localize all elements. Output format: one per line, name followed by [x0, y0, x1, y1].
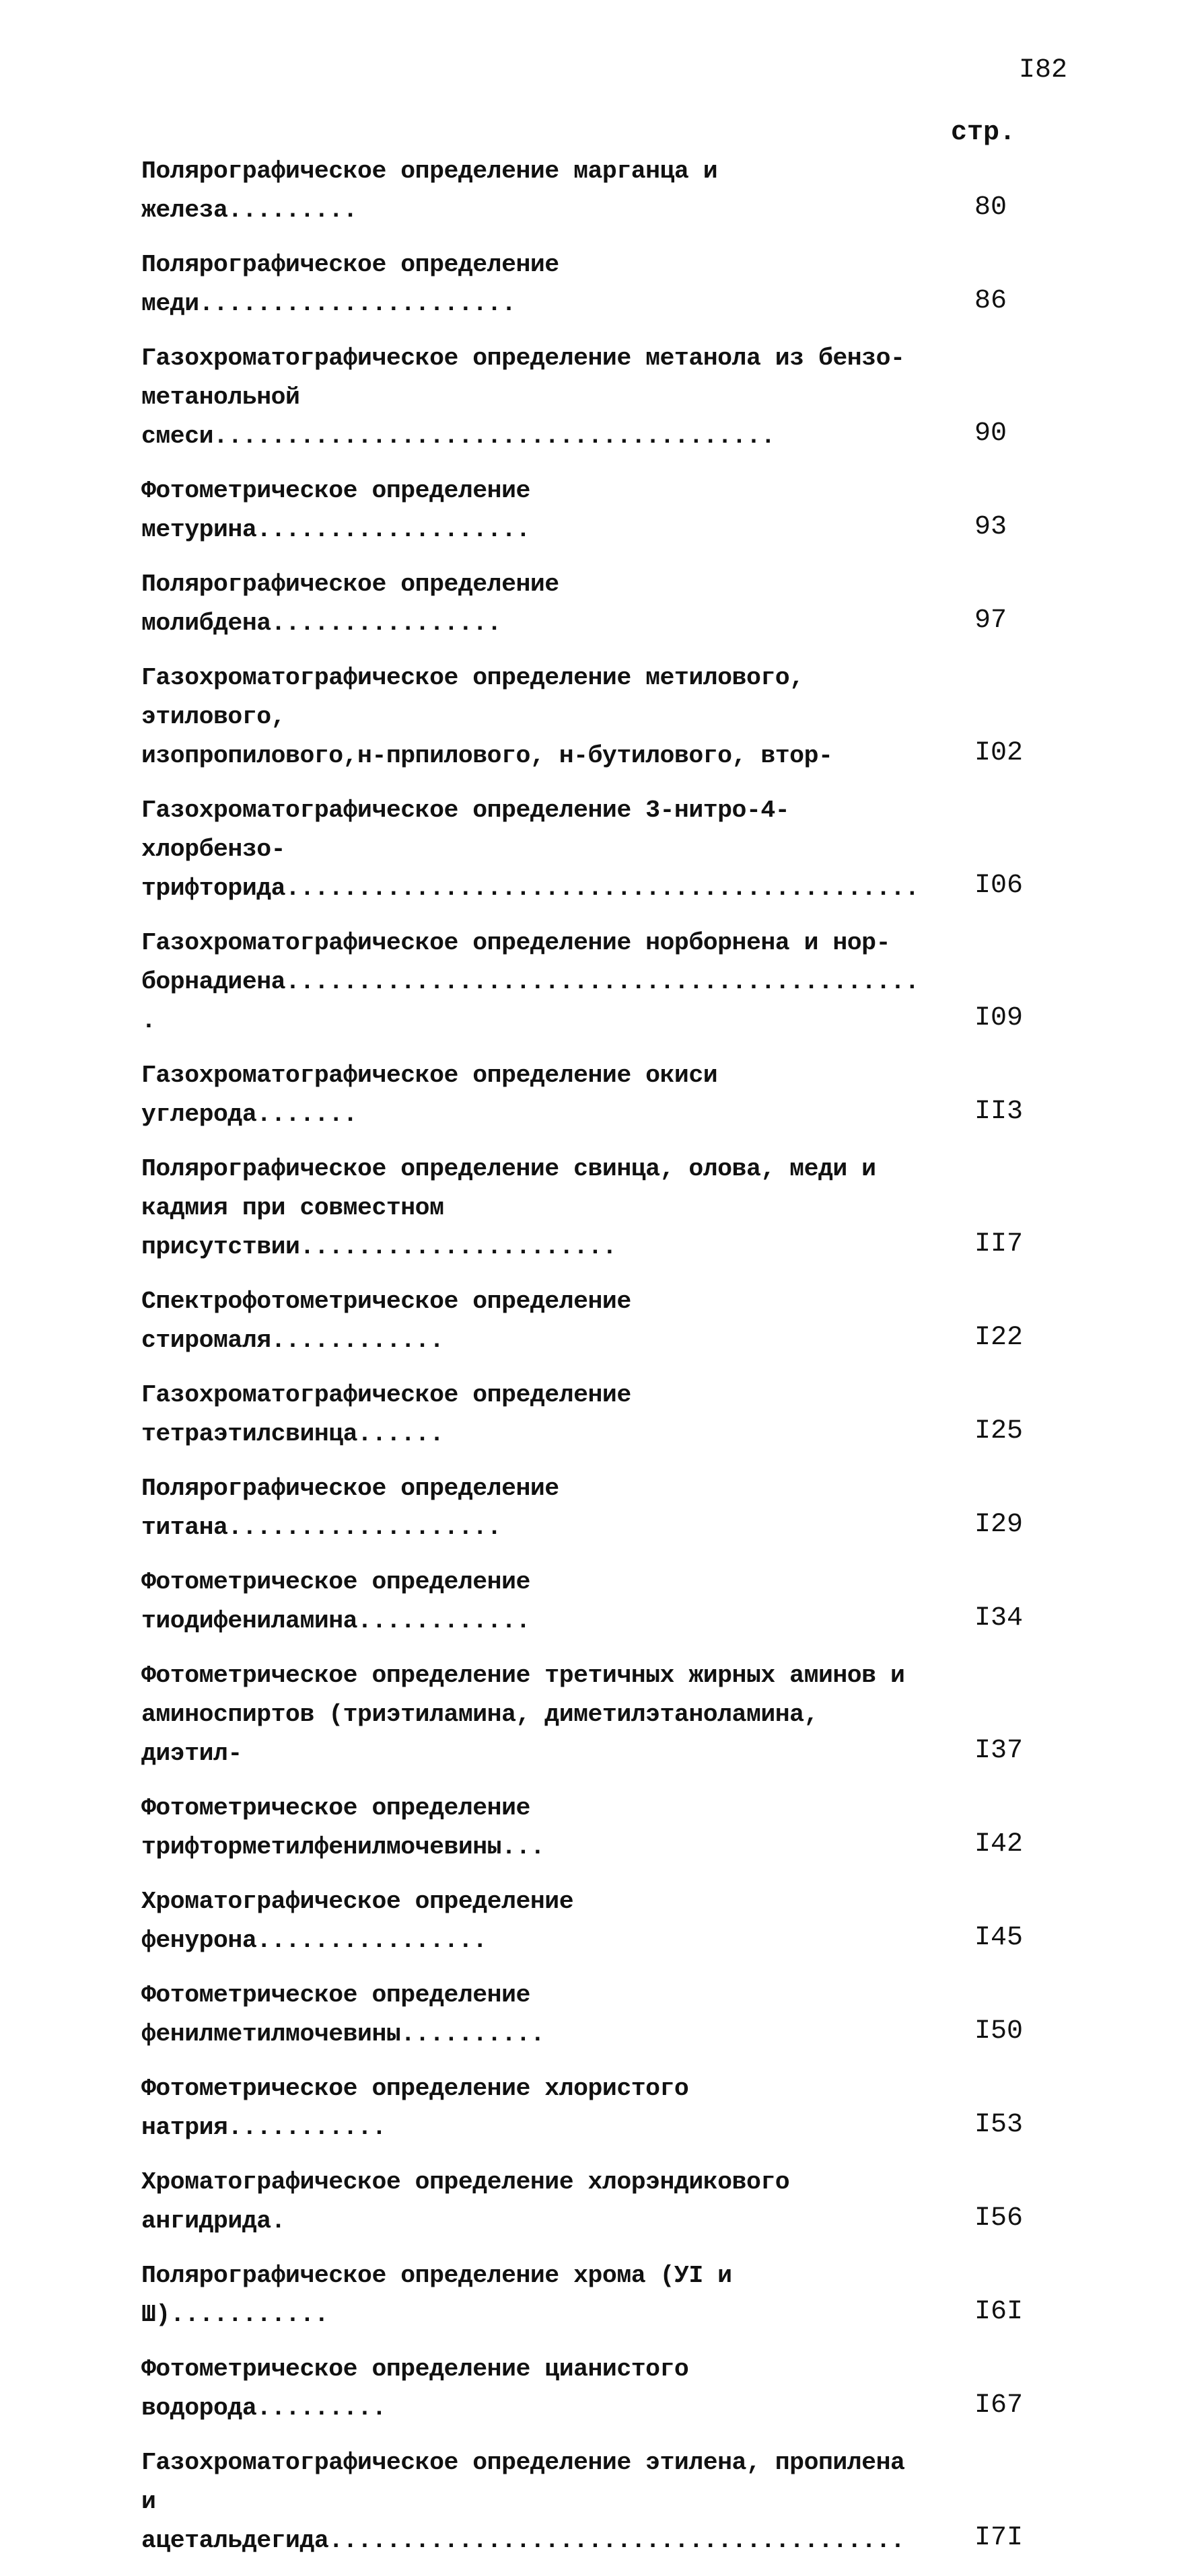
toc-entry-page: I25 — [974, 1416, 1024, 1446]
toc-entry-title: Полярографическое определение марганца и железа......... — [141, 157, 732, 224]
toc-entry — [141, 565, 1016, 643]
toc-entry-title: Полярографическое определение молибдена................ — [141, 571, 574, 637]
toc-entry-title: Полярографическое определение хрома (УI и Ш)........... — [141, 2262, 746, 2328]
toc-entry-page: I06 — [974, 871, 1024, 901]
toc-entry-page: II3 — [974, 1097, 1024, 1127]
toc-entry — [141, 2069, 1024, 2147]
toc-entry — [141, 2350, 1024, 2428]
toc-entry — [141, 1976, 1024, 2054]
toc-entry-page: II7 — [974, 1229, 1024, 1259]
toc-entry-title: Полярографическое определение меди...................... — [141, 251, 574, 318]
toc-entry-title: Полярографическое определение титана................... — [141, 1475, 574, 1541]
toc-entry-page: I53 — [974, 2110, 1024, 2140]
toc-entry-title: Фотометрическое определение третичных жирных аминов и aминоспиртов (триэтиламина, диметилэтаноламина, диэтил- — [141, 1662, 905, 1767]
toc-entry-page: 97 — [974, 605, 1007, 636]
toc-entry — [141, 1282, 1024, 1360]
toc-entry-title: Газохроматографическое определение этилена, пропилена и ацетальдегида........................................ — [141, 2449, 905, 2554]
toc-entry — [141, 1150, 1024, 1267]
toc-entry — [141, 791, 1024, 908]
toc-entry-title: Фотометрическое определение тиодифениламина............ — [141, 1568, 545, 1635]
toc-entry-title: Фотометрическое определение хлористого натрия........... — [141, 2075, 703, 2141]
toc-entry-page: I7I — [974, 2523, 1024, 2553]
toc-entry-title: Газохроматографическое определение окиси углерода....... — [141, 1062, 732, 1128]
toc-entry-title: Фотометрическое определение фенилметилмочевины.......... — [141, 1981, 545, 2048]
toc-entry — [141, 1882, 1024, 1960]
toc-entry — [141, 1656, 1024, 1773]
page-number: I82 — [1018, 55, 1067, 85]
toc-entry-page: I67 — [974, 2390, 1024, 2421]
toc-entry-title: Газохроматографическое определение 3-нитро-4-хлорбензо- трифторида............................................ — [141, 797, 919, 902]
toc-entry-page: 93 — [974, 512, 1007, 542]
toc-entry — [141, 2256, 1024, 2334]
toc-entry-title: Фотометрическое определение трифторметилфенилмочевины... — [141, 1794, 545, 1861]
toc-entry — [141, 152, 1016, 230]
toc-entry — [141, 2443, 1024, 2561]
toc-entry — [141, 924, 1024, 1041]
toc-entry-title: Газохроматографическое определение тетраэтилсвинца...... — [141, 1381, 646, 1448]
toc-entry-title: Фотометрическое определение цианистого водорода......... — [141, 2355, 703, 2422]
table-of-contents — [141, 152, 1024, 2576]
toc-entry — [141, 1056, 1024, 1134]
toc-entry — [141, 1469, 1024, 1547]
toc-entry-title: Фотометрическое определение метурина................... — [141, 477, 545, 544]
toc-entry-page: 80 — [974, 192, 1007, 223]
toc-entry — [141, 246, 1016, 324]
toc-entry-page: 86 — [974, 286, 1007, 316]
toc-entry — [141, 2163, 1024, 2241]
toc-entry-page: I37 — [974, 1736, 1024, 1766]
toc-entry-title: Полярографическое определение свинца, олова, меди и кадмия при совместном присутствии...................... — [141, 1155, 876, 1261]
toc-entry-page: I50 — [974, 2016, 1024, 2047]
page-column-header: стр. — [950, 118, 1015, 148]
toc-entry-title: Хроматографическое определение фенурона................ — [141, 1888, 588, 1954]
toc-entry-page: I34 — [974, 1603, 1024, 1633]
toc-entry-title: Газохроматографическое определение метилового, этилового, изопропилового,н-прпилового, н-бутилового, втор- — [141, 664, 833, 770]
toc-entry-page: I29 — [974, 1510, 1024, 1540]
toc-entry — [141, 339, 1016, 456]
toc-entry-page: I6I — [974, 2297, 1024, 2327]
toc-entry — [141, 1563, 1024, 1641]
toc-entry-page: I42 — [974, 1829, 1024, 1860]
toc-entry-page: I09 — [974, 1003, 1024, 1033]
toc-entry — [141, 659, 1024, 776]
toc-entry — [141, 1376, 1024, 1454]
toc-entry-page: I56 — [974, 2203, 1024, 2234]
toc-entry-title: Газохроматографическое определение норборнена и нор- борнадиена............................................. — [141, 929, 919, 1035]
toc-entry-page: 90 — [974, 418, 1007, 449]
toc-entry-page: I45 — [974, 1923, 1024, 1953]
toc-entry-title: Газохроматографическое определение метанола из бензо- метанольной смеси....................................... — [141, 344, 905, 450]
toc-entry — [141, 472, 1016, 550]
toc-entry-page: I22 — [974, 1323, 1024, 1353]
toc-entry — [141, 1789, 1024, 1867]
toc-entry-page: I02 — [974, 738, 1024, 768]
toc-entry-title: Хроматографическое определение хлорэндикового ангидрида. — [141, 2168, 804, 2235]
toc-entry-title: Спектрофотометрическое определение стиромаля............ — [141, 1288, 646, 1354]
